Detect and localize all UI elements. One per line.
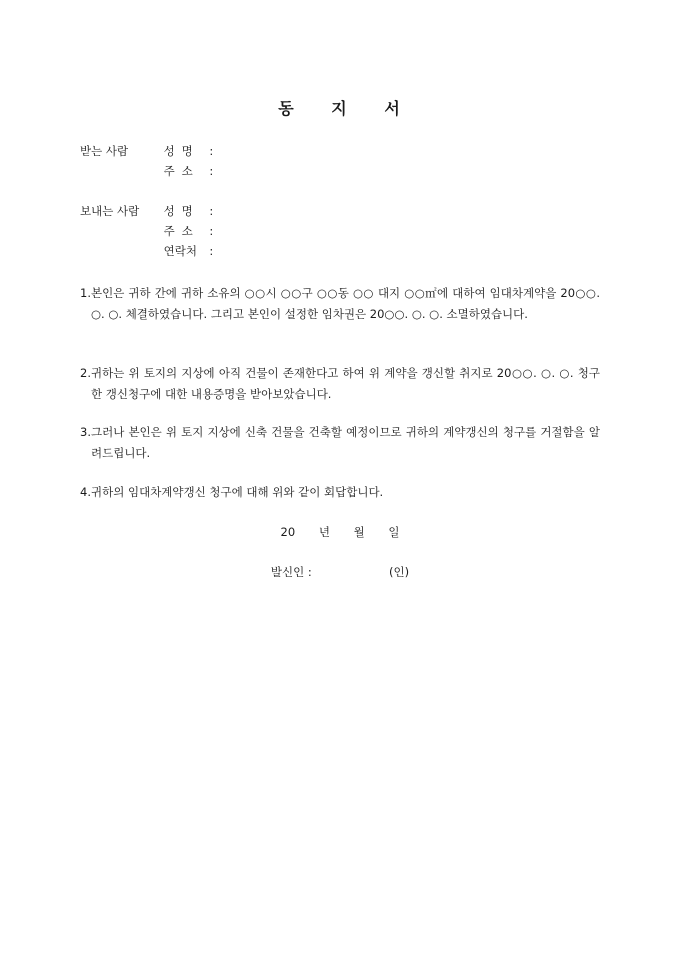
paragraph-2 [80, 363, 600, 405]
sender-address-row [80, 221, 213, 241]
colon: : [209, 144, 214, 158]
paragraph-text: 귀하는 위 토지의 지상에 아직 건물이 존재한다고 하여 위 계약을 갱신할 취지로 20○○. ○. ○. 청구한 갱신청구에 대한 내용증명을 받아보았습니다. [91, 366, 600, 401]
recipient-label: 받는 사람 [80, 144, 129, 158]
sender-block [80, 201, 213, 261]
date-line [0, 524, 680, 540]
address-label: 주 소 [163, 224, 193, 238]
paragraph-text: 그러나 본인은 위 토지 지상에 신축 건물을 건축할 예정이므로 귀하의 계약갱신의 청구를 거절함을 알려드립니다. [91, 425, 600, 460]
name-label: 성 명 [163, 144, 193, 158]
contact-label: 연락처 [163, 244, 197, 258]
paragraph-3 [80, 422, 600, 464]
paragraph-number: 3. [80, 425, 91, 439]
paragraph-text: 귀하의 임대차계약갱신 청구에 대해 위와 같이 회답합니다. [91, 485, 384, 499]
sender-signature-label: 발신인 : [270, 565, 312, 579]
colon: : [209, 244, 214, 258]
date-year: 20 [280, 525, 296, 539]
recipient-address-row [80, 161, 213, 181]
paragraph-number: 1. [80, 286, 91, 300]
paragraph-number: 2. [80, 366, 91, 380]
paragraph-number: 4. [80, 485, 91, 499]
colon: : [209, 164, 214, 178]
address-label: 주 소 [163, 164, 193, 178]
document-title [0, 96, 680, 119]
sender-name-row [80, 201, 213, 221]
sender-label: 보내는 사람 [80, 204, 140, 218]
title-char: 지 [331, 99, 349, 118]
recipient-block [80, 141, 213, 181]
date-year-unit: 년 [318, 525, 330, 539]
date-month-unit: 월 [353, 525, 365, 539]
paragraph-1 [80, 283, 600, 325]
date-day-unit: 일 [388, 525, 400, 539]
paragraph-4 [80, 482, 600, 503]
title-char: 서 [384, 99, 402, 118]
title-char: 동 [278, 99, 296, 118]
colon: : [209, 204, 214, 218]
sender-contact-row [80, 241, 213, 261]
colon: : [209, 224, 214, 238]
paragraph-text: 본인은 귀하 간에 귀하 소유의 ○○시 ○○구 ○○동 ○○ 대지 ○○㎡에 대하여 임대차계약을 20○○. ○. ○. 체결하였습니다. 그리고 본인이 설정한 임차권은 20○○. ○. ○. 소멸하였습니다. [91, 286, 600, 321]
signature-line [0, 564, 680, 580]
name-label: 성 명 [163, 204, 193, 218]
seal-mark: (인) [389, 565, 410, 579]
recipient-name-row [80, 141, 213, 161]
